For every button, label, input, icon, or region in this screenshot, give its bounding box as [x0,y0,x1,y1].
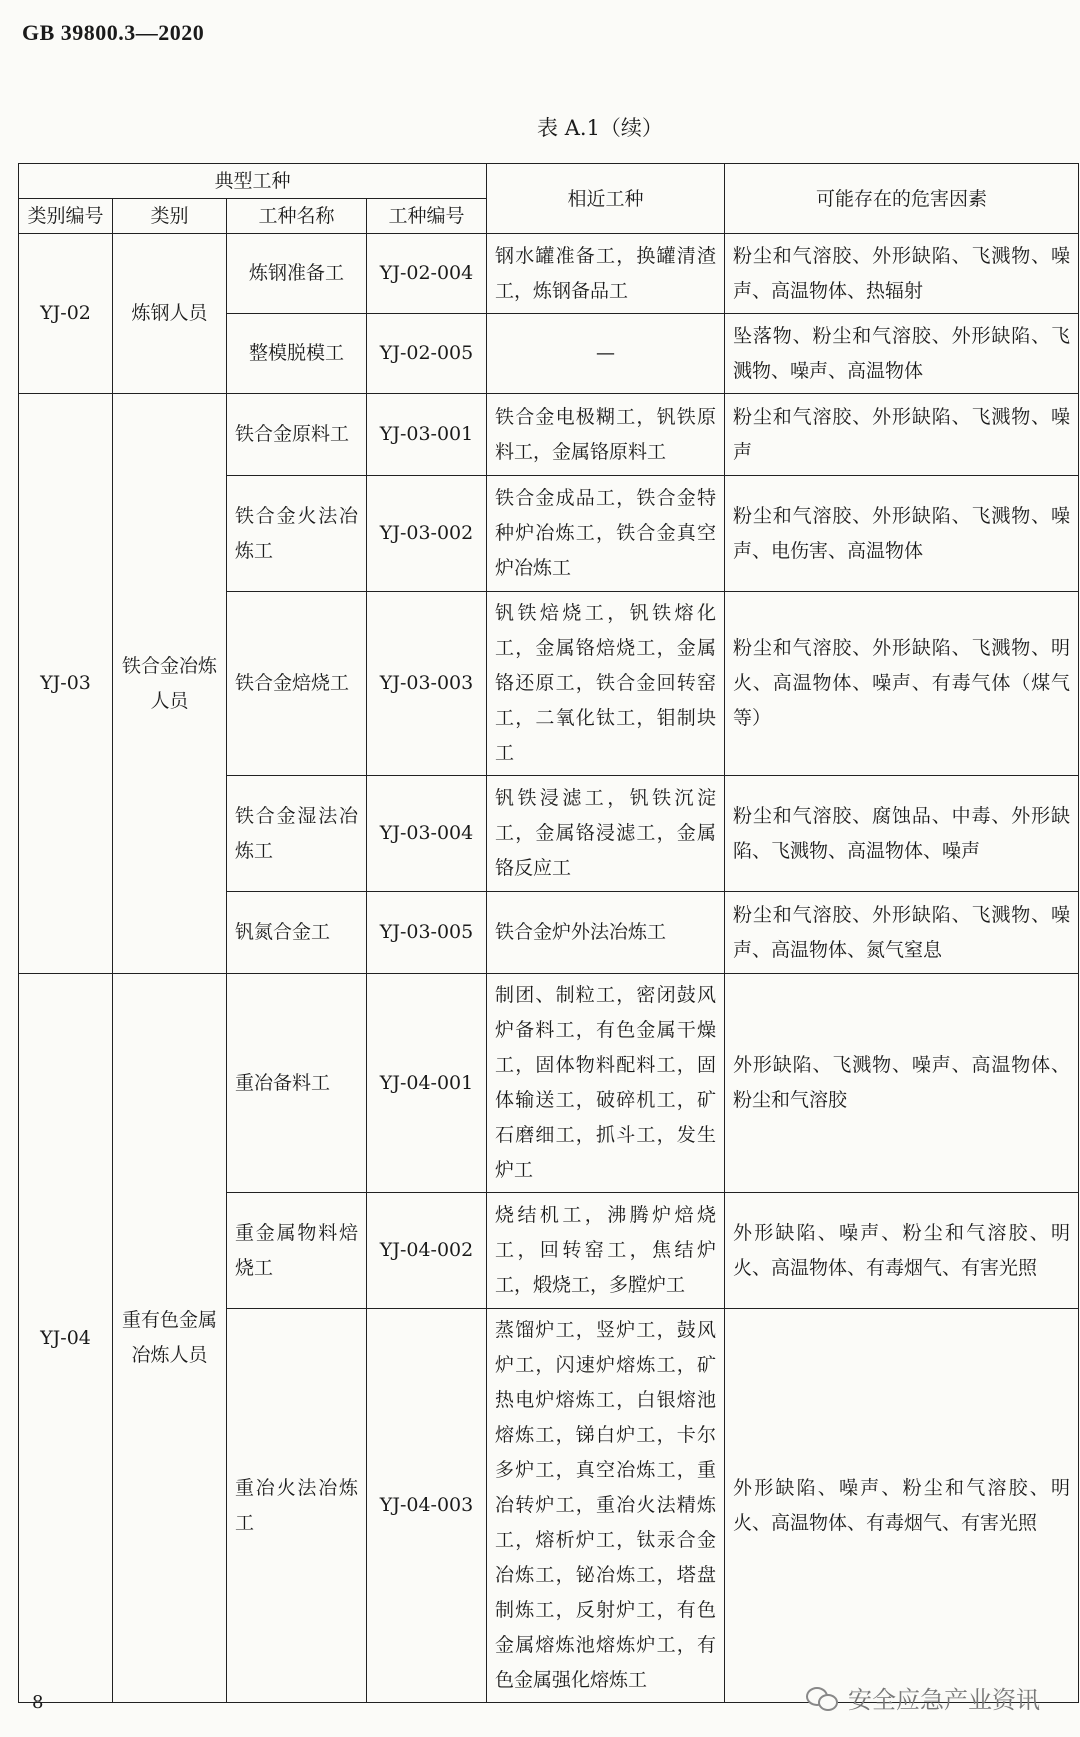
hazards: 粉尘和气溶胶、腐蚀品、中毒、外形缺陷、飞溅物、高温物体、噪声 [725,776,1079,892]
header-category: 类别 [113,199,227,234]
similar-jobs: 铁合金电极糊工，钒铁原料工，金属铬原料工 [487,394,725,476]
job-hazard-table [18,163,1079,1703]
job-name: 钒氮合金工 [227,892,367,974]
hazards: 粉尘和气溶胶、外形缺陷、飞溅物、噪声、高温物体、热辐射 [725,234,1079,314]
job-code: YJ-03-004 [367,776,487,892]
similar-jobs: 烧结机工，沸腾炉焙烧工，回转窑工，焦结炉工，煅烧工，多膛炉工 [487,1193,725,1309]
job-name: 炼钢准备工 [227,234,367,314]
table-row [19,974,1079,1193]
watermark [806,1680,1040,1715]
similar-jobs: 制团、制粒工，密闭鼓风炉备料工，有色金属干燥工，固体物料配料工，固体输送工，破碎机工，矿石磨细工，抓斗工，发生炉工 [487,974,725,1193]
similar-jobs: 钢水罐准备工，换罐清渣工，炼钢备品工 [487,234,725,314]
similar-jobs: 铁合金成品工，铁合金特种炉冶炼工，铁合金真空炉冶炼工 [487,476,725,592]
job-code: YJ-04-002 [367,1193,487,1309]
similar-jobs: 铁合金炉外法冶炼工 [487,892,725,974]
table-row [19,234,1079,314]
job-code: YJ-02-004 [367,234,487,314]
standard-number: GB 39800.3—2020 [22,20,205,45]
hazards: 外形缺陷、飞溅物、噪声、高温物体、粉尘和气溶胶 [725,974,1079,1193]
job-code: YJ-03-003 [367,592,487,776]
category-name: 炼钢人员 [113,234,227,394]
table-row [19,394,1079,476]
hazards: 粉尘和气溶胶、外形缺陷、飞溅物、明火、高温物体、噪声、有毒气体（煤气等） [725,592,1079,776]
job-code: YJ-04-001 [367,974,487,1193]
hazards: 粉尘和气溶胶、外形缺陷、飞溅物、噪声 [725,394,1079,476]
job-name: 铁合金湿法冶炼工 [227,776,367,892]
category-code: YJ-02 [19,234,113,394]
similar-jobs: 钒铁浸滤工，钒铁沉淀工，金属铬浸滤工，金属铬反应工 [487,776,725,892]
category-name: 铁合金冶炼人员 [113,394,227,974]
header-hazards: 可能存在的危害因素 [725,164,1079,234]
hazards: 粉尘和气溶胶、外形缺陷、飞溅物、噪声、电伤害、高温物体 [725,476,1079,592]
similar-jobs: — [487,314,725,394]
hazards: 外形缺陷、噪声、粉尘和气溶胶、明火、高温物体、有毒烟气、有害光照 [725,1193,1079,1309]
category-name: 重有色金属冶炼人员 [113,974,227,1703]
category-code: YJ-03 [19,394,113,974]
job-name: 整模脱模工 [227,314,367,394]
page-number: 8 [32,1692,44,1713]
similar-jobs: 钒铁焙烧工，钒铁熔化工，金属铬焙烧工，金属铬还原工，铁合金回转窑工，二氧化钛工，钼制块工 [487,592,725,776]
job-code: YJ-03-005 [367,892,487,974]
similar-jobs: 蒸馏炉工，竖炉工，鼓风炉工，闪速炉熔炼工，矿热电炉熔炼工，白银熔池熔炼工，锑白炉工，卡尔多炉工，真空冶炼工，重冶转炉工，重冶火法精炼工，熔析炉工，钛汞合金冶炼工，铋冶炼工，塔盘制炼工，反射炉工，有色金属熔炼池熔炼炉工，有色金属强化熔炼工 [487,1309,725,1703]
header-job-code: 工种编号 [367,199,487,234]
header-similar-jobs: 相近工种 [487,164,725,234]
header-typical-jobs: 典型工种 [19,164,487,199]
job-name: 重冶火法冶炼工 [227,1309,367,1703]
job-code: YJ-02-005 [367,314,487,394]
hazards: 外形缺陷、噪声、粉尘和气溶胶、明火、高温物体、有毒烟气、有害光照 [725,1309,1079,1703]
hazards: 粉尘和气溶胶、外形缺陷、飞溅物、噪声、高温物体、氮气窒息 [725,892,1079,974]
category-code: YJ-04 [19,974,113,1703]
job-code: YJ-03-002 [367,476,487,592]
table-title: 表 A.1（续） [537,116,663,140]
job-name: 铁合金原料工 [227,394,367,476]
job-name: 重冶备料工 [227,974,367,1193]
job-code: YJ-04-003 [367,1309,487,1703]
job-code: YJ-03-001 [367,394,487,476]
hazards: 坠落物、粉尘和气溶胶、外形缺陷、飞溅物、噪声、高温物体 [725,314,1079,394]
wechat-icon [806,1685,840,1711]
job-name: 铁合金焙烧工 [227,592,367,776]
watermark-text: 安全应急产业资讯 [848,1686,1040,1714]
header-job-name: 工种名称 [227,199,367,234]
job-name: 铁合金火法冶炼工 [227,476,367,592]
job-name: 重金属物料焙烧工 [227,1193,367,1309]
header-category-code: 类别编号 [19,199,113,234]
